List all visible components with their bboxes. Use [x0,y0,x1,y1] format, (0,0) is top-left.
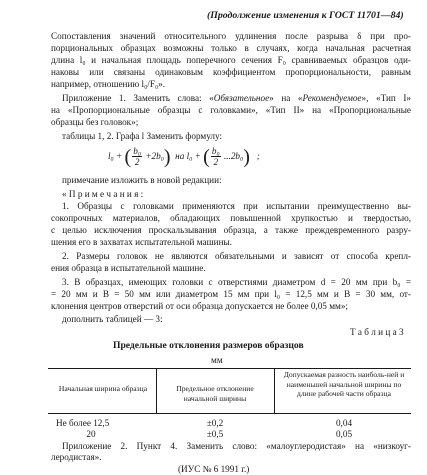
table3-header-difference: Допускаемая разность наиболь-ней и наименьшей начальной ширины по длине рабочей части образца [283,370,405,398]
para1-line-1: Сопоставления значений относительного удлинения после разрыва δ при про- [51,31,411,41]
table3-row1-width: Не более 12,5 [56,418,110,428]
table3-header-deviation: Предельное отклонение начальной ширины [176,384,254,403]
para1-line-2: порциональных образцах возможны только в случаях, когда начальная расчетная [51,43,411,53]
table3-row2-width: 20 [86,429,96,439]
fraction-right: $\frac{\text{b₀}}{2}$ [211,146,220,168]
table3-title: Предельные отклонения размеров образцов [113,340,304,351]
para1-line-4: наковы или связаны одинаковым коэффициентом пропорциональности, равным [51,67,411,77]
table3-row2-deviation: ±0,5 [206,429,224,439]
note3-line-2: = 20 мм и B = 50 мм или диаметром 15 мм при l₀ = 12,5 мм и B = 30 мм, от- [51,289,411,299]
table3-row1-deviation: ±0,2 [206,418,224,428]
annex2-line-1: Приложение 2. Пункт 4. Заменить слово: «малоуглеродистая» на «низкоуг- [62,441,411,451]
formula: l₀ + ( $\frac{\text{b₀}}{2}$ +2b₀) на l₀ + ( $\frac{\text{b₀}}{2}$ ...2b₀) ; [108,145,260,168]
table3-row2-difference: 0,05 [335,429,353,439]
note1-line-2: сокопрочных материалов, обладающих повышенной хрупкостью и твердостью, [51,213,411,223]
annex2-line-2: леродистая». [51,452,102,462]
table3-col-divider-2 [274,368,275,413]
note2-line-1: 2. Размеры головок не являются обязательными и зависят от способа крепл- [62,251,411,261]
annex1-line-2: на «Пропорциональные образцы с головками», «Тип II» на «Пропорциональные [51,105,411,115]
table3-top-rule [48,368,411,369]
annex1-line-3: образцы без головок»; [51,117,139,127]
para1-line-3: длина l₀ и начальная площадь поперечного сечения F₀ сравниваемых образцов оди- [51,55,411,65]
note3-line-3: клонения центров отверстий от оси образца допускается не более 0,05 мм»; [51,301,348,311]
supplement-line: дополнить таблицей — 3: [62,314,163,324]
table3-label: Т а б л и ц а 3 [350,327,404,337]
running-title: (Продолжение изменения к ГОСТ 11701—84) [207,10,404,21]
note3-line-1: 3. В образцах, имеющих головки с отверстиями диаметром d = 20 мм при b₀ = [62,277,411,287]
table3-header-width: Начальная ширина образца [58,384,148,393]
note1-line-4: шения его в захватах испытательной машины. [51,237,232,247]
table3-unit: мм [211,355,223,365]
table3-header-rule [48,413,411,414]
table3-col-divider-1 [156,368,157,413]
notes-title: « П р и м е ч а н и я : [62,189,144,199]
annex1-line-1: Приложение 1. Заменить слова: «Обязательное» на «Рекомендуемое», «Тип I» [62,93,411,103]
note1-line-3: с целью исключения проскальзывания образца, а также преждевременного разру- [51,225,411,235]
new-note-intro: примечание изложить в новой редакции: [62,175,222,185]
note1-line-1: 1. Образцы с головками применяются при испытании преимущественно вы- [62,201,411,211]
note2-line-2: ения образца в испытательной машине. [51,263,206,273]
source-footer: (ИУС № 6 1991 г.) [178,464,250,474]
fraction-left: $\frac{\text{b₀}}{2}$ [133,146,142,168]
table-change-line: таблицы 1, 2. Графа l Заменить формулу: [62,131,223,141]
table3-row1-difference: 0,04 [335,418,353,428]
para1-line-5: например, отношению l₀/F₀». [51,79,166,89]
